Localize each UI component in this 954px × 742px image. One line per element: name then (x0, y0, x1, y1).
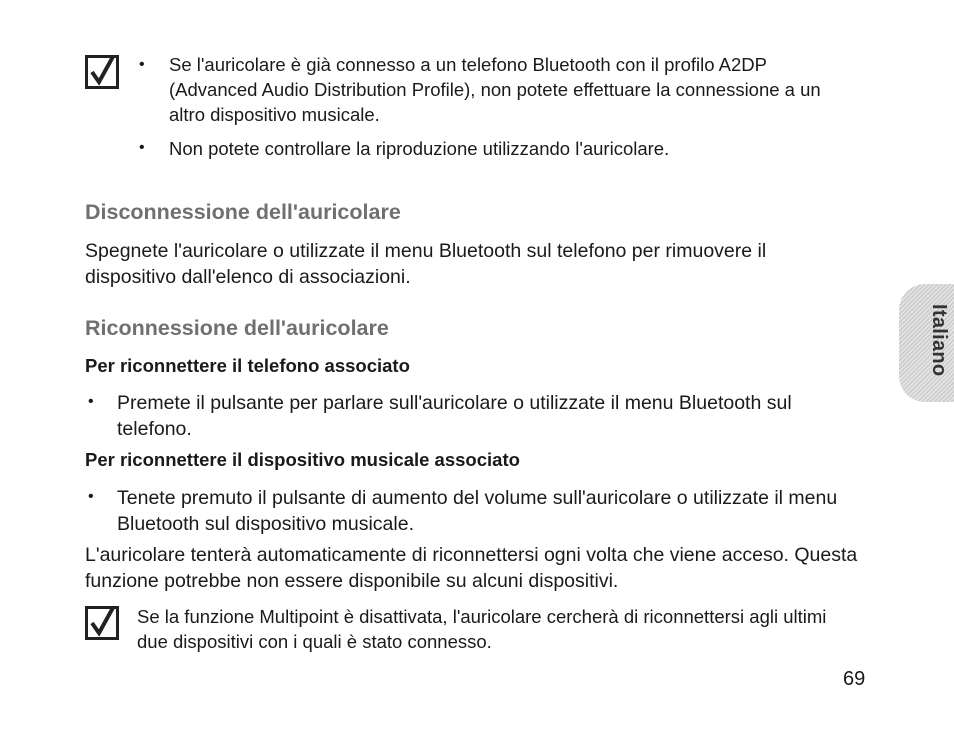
section-heading-disconnect: Disconnessione dell'auricolare (85, 200, 401, 224)
subheading-phone: Per riconnettere il telefono associato (85, 355, 410, 376)
note1-item-1: Se l'auricolare è già connesso a un telefono Bluetooth con il profilo A2DP (Advanced Audio Distribution Profile), non potete effettuare la connessione a un altro dispositivo musicale. (169, 54, 821, 125)
section-heading-reconnect: Riconnessione dell'auricolare (85, 316, 389, 340)
reconnect-phone-step: Premete il pulsante per parlare sull'auricolare o utilizzate il menu Bluetooth sul telefono. (117, 392, 792, 440)
note1-item-2: Non potete controllare la riproduzione utilizzando l'auricolare. (169, 138, 670, 159)
disconnect-body: Spegnete l'auricolare o utilizzate il menu Bluetooth sul telefono per rimuovere il dispositivo dall'elenco di associazioni. (85, 240, 767, 288)
page-number: 69 (843, 668, 866, 690)
bullet-marker: • (139, 56, 145, 73)
language-tab-label: Italiano (928, 304, 950, 377)
bullet-marker: • (88, 488, 94, 505)
bullet-marker: • (88, 393, 94, 410)
note-check-icon (85, 55, 119, 89)
note2-text: Se la funzione Multipoint è disattivata, l'auricolare cercherà di riconnettersi agli ultimi due dispositivi con i quali è stato connesso. (137, 606, 827, 652)
reconnect-body: L'auricolare tenterà automaticamente di riconnettersi ogni volta che viene acceso. Questa funzione potrebbe non essere disponibile su alcuni dispositivi. (85, 544, 858, 592)
bullet-marker: • (139, 139, 145, 156)
subheading-music: Per riconnettere il dispositivo musicale associato (85, 449, 520, 470)
note-check-icon (85, 606, 119, 640)
reconnect-music-step: Tenete premuto il pulsante di aumento del volume sull'auricolare o utilizzate il menu Bluetooth sul dispositivo musicale. (117, 487, 838, 535)
